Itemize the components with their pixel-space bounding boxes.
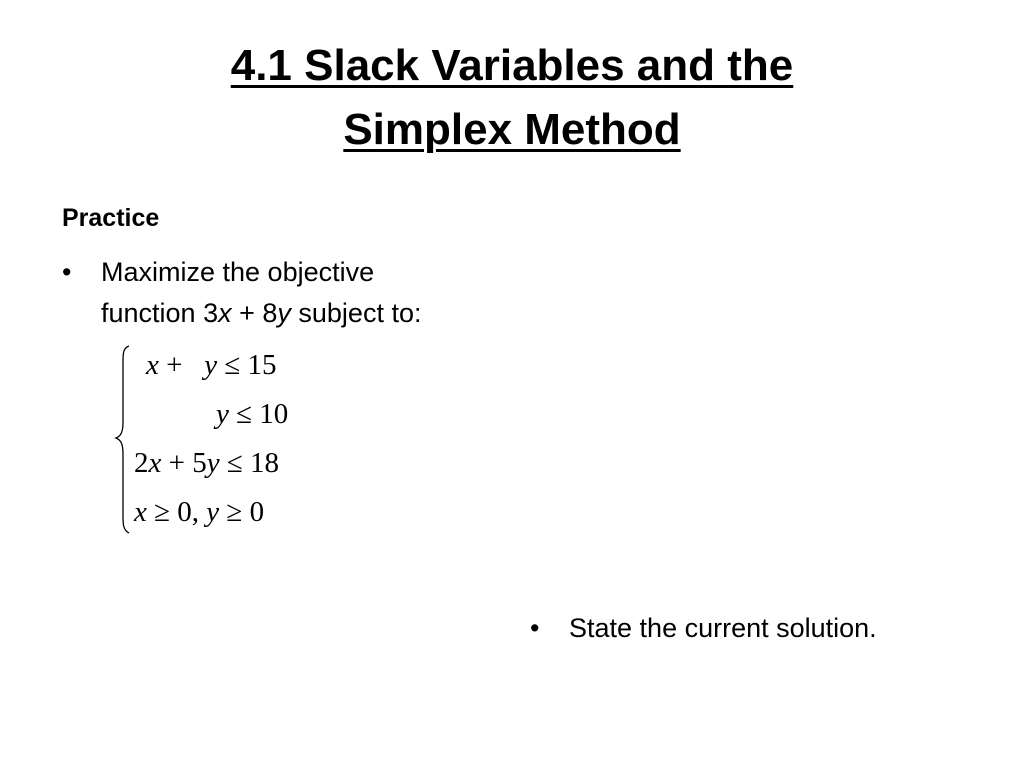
slide-title-line-2: Simplex Method <box>343 105 681 154</box>
objective-suffix: subject to: <box>290 298 422 328</box>
bullet-maximize-text <box>101 252 502 334</box>
bullet-maximize-line-1: Maximize the objective <box>101 257 375 287</box>
objective-var-x: x <box>218 298 232 328</box>
bullet-maximize <box>62 252 502 334</box>
bullet-icon: • <box>62 257 72 287</box>
constraint-2: y ≤ 10 <box>216 398 289 430</box>
slide-title <box>0 34 1024 162</box>
bullet-maximize-line-2 <box>101 298 421 328</box>
objective-prefix: function 3 <box>101 298 219 328</box>
constraint-system <box>113 340 433 540</box>
practice-heading: Practice <box>62 204 160 232</box>
bullet-icon: • <box>530 613 540 643</box>
objective-plus-8: + 8 <box>231 298 278 328</box>
constraint-3: 2x + 5y ≤ 18 <box>134 447 280 479</box>
objective-var-y: y <box>277 298 291 328</box>
constraint-1: x + y ≤ 15 <box>146 349 277 381</box>
slide-title-line-1: 4.1 Slack Variables and the <box>230 41 794 90</box>
constraint-4: x ≥ 0, y ≥ 0 <box>134 496 265 528</box>
bullet-state-solution-text: State the current solution. <box>569 613 877 643</box>
bullet-state-solution <box>530 608 1010 649</box>
